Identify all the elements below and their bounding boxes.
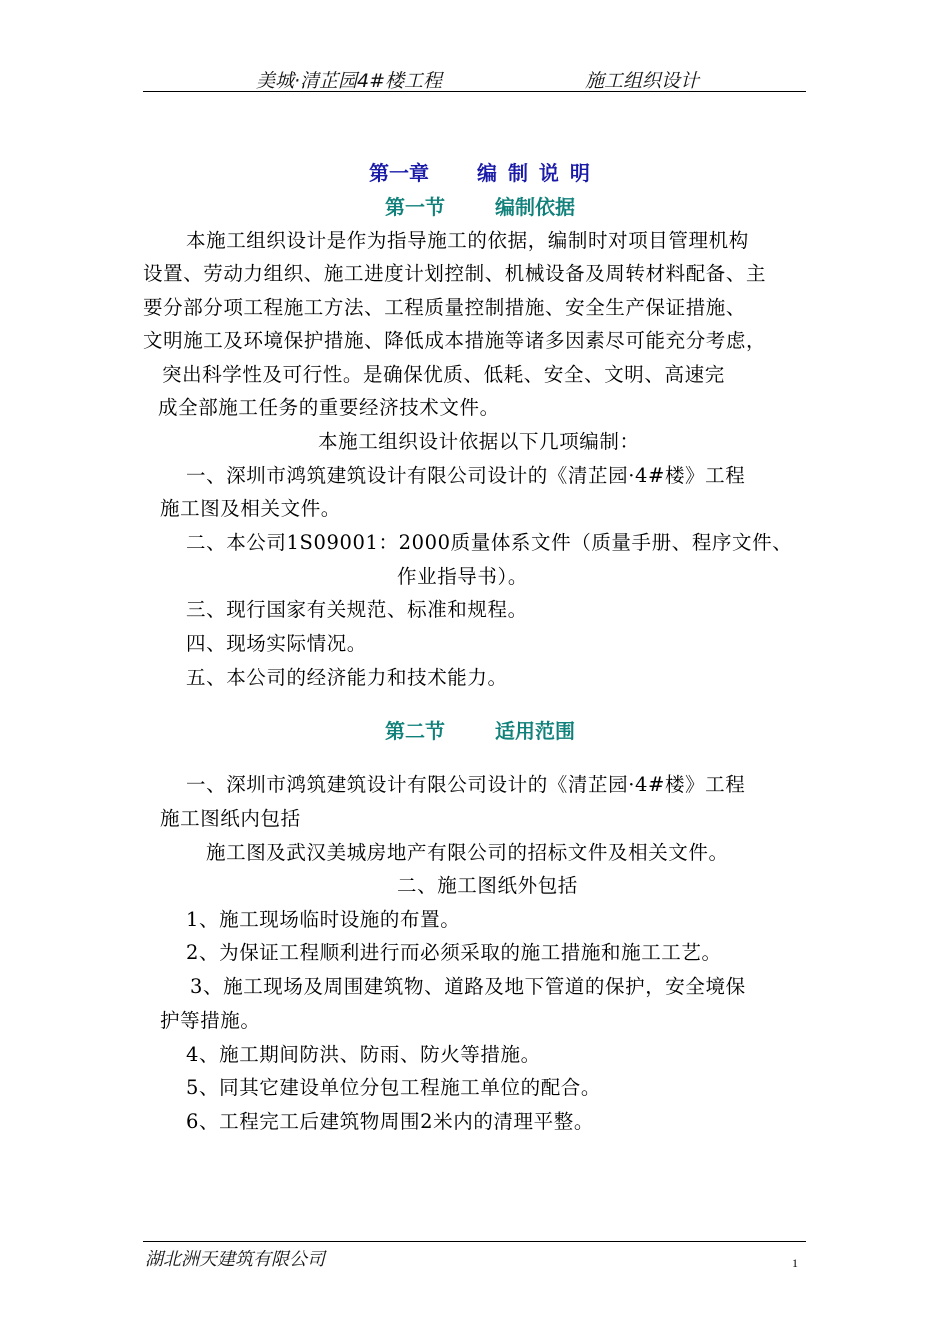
scope-subitem-2: 2、为保证工程顺利进行而必须采取的施工措施和施工工艺。 — [186, 941, 722, 964]
header-project-title: 美城·清芷园4#楼工程 — [256, 70, 443, 92]
basis-item-1-cont: 施工图及相关文件。 — [160, 497, 341, 520]
chapter-title: 编 制 说 明 — [477, 161, 592, 185]
scope-subitem-3-cont: 护等措施。 — [160, 1009, 261, 1032]
basis-item-5: 五、本公司的经济能力和技术能力。 — [186, 666, 508, 689]
header-rule — [143, 91, 806, 92]
scope-item-1: 一、深圳市鸿筑建筑设计有限公司设计的《清芷园·4#楼》工程 — [186, 773, 746, 796]
section1-title: 编制依据 — [495, 195, 575, 219]
scope-subitem-4: 4、施工期间防洪、防雨、防火等措施。 — [186, 1043, 541, 1066]
section2-title: 适用范围 — [495, 719, 575, 743]
scope-subitem-1: 1、施工现场临时设施的布置。 — [186, 908, 461, 931]
para1-line-2: 设置、劳动力组织、施工进度计划控制、机械设备及周转材料配备、主 — [143, 262, 767, 285]
scope-item-2: 二、施工图纸外包括 — [397, 874, 578, 897]
para1-line-5: 突出科学性及可行性。是确保优质、低耗、安全、文明、高速完 — [162, 363, 725, 386]
basis-item-1: 一、深圳市鸿筑建筑设计有限公司设计的《清芷园·4#楼》工程 — [186, 464, 746, 487]
basis-item-3: 三、现行国家有关规范、标准和规程。 — [186, 598, 528, 621]
para1-line-6: 成全部施工任务的重要经济技术文件。 — [158, 396, 500, 419]
scope-item-1-cont: 施工图纸内包括 — [160, 807, 301, 830]
basis-item-2: 二、本公司1S09001：2000质量体系文件（质量手册、程序文件、 — [186, 531, 793, 554]
scope-subitem-6: 6、工程完工后建筑物周围2米内的清理平整。 — [186, 1110, 594, 1133]
footer-company: 湖北洲天建筑有限公司 — [145, 1249, 325, 1270]
chapter-number: 第一章 — [369, 161, 429, 185]
footer-rule — [143, 1241, 806, 1242]
para1-line-3: 要分部分项工程施工方法、工程质量控制措施、安全生产保证措施、 — [143, 296, 747, 319]
page-number: 1 — [792, 1256, 798, 1270]
section1-number: 第一节 — [385, 195, 445, 219]
para1-line-4: 文明施工及环境保护措施、降低成本措施等诸多因素尽可能充分考虑， — [143, 329, 767, 352]
scope-item-1-detail: 施工图及武汉美城房地产有限公司的招标文件及相关文件。 — [206, 841, 729, 864]
scope-subitem-5: 5、同其它建设单位分包工程施工单位的配合。 — [186, 1076, 602, 1099]
header-document-title: 施工组织设计 — [585, 70, 700, 92]
basis-item-4: 四、现场实际情况。 — [186, 632, 367, 655]
para1-line-1: 本施工组织设计是作为指导施工的依据，编制时对项目管理机构 — [186, 229, 749, 252]
scope-subitem-3: 3、施工现场及周围建筑物、道路及地下管道的保护，安全境保 — [190, 975, 746, 998]
section2-number: 第二节 — [385, 719, 445, 743]
basis-intro: 本施工组织设计依据以下几项编制： — [318, 430, 640, 453]
basis-item-2-cont: 作业指导书）。 — [397, 565, 528, 588]
